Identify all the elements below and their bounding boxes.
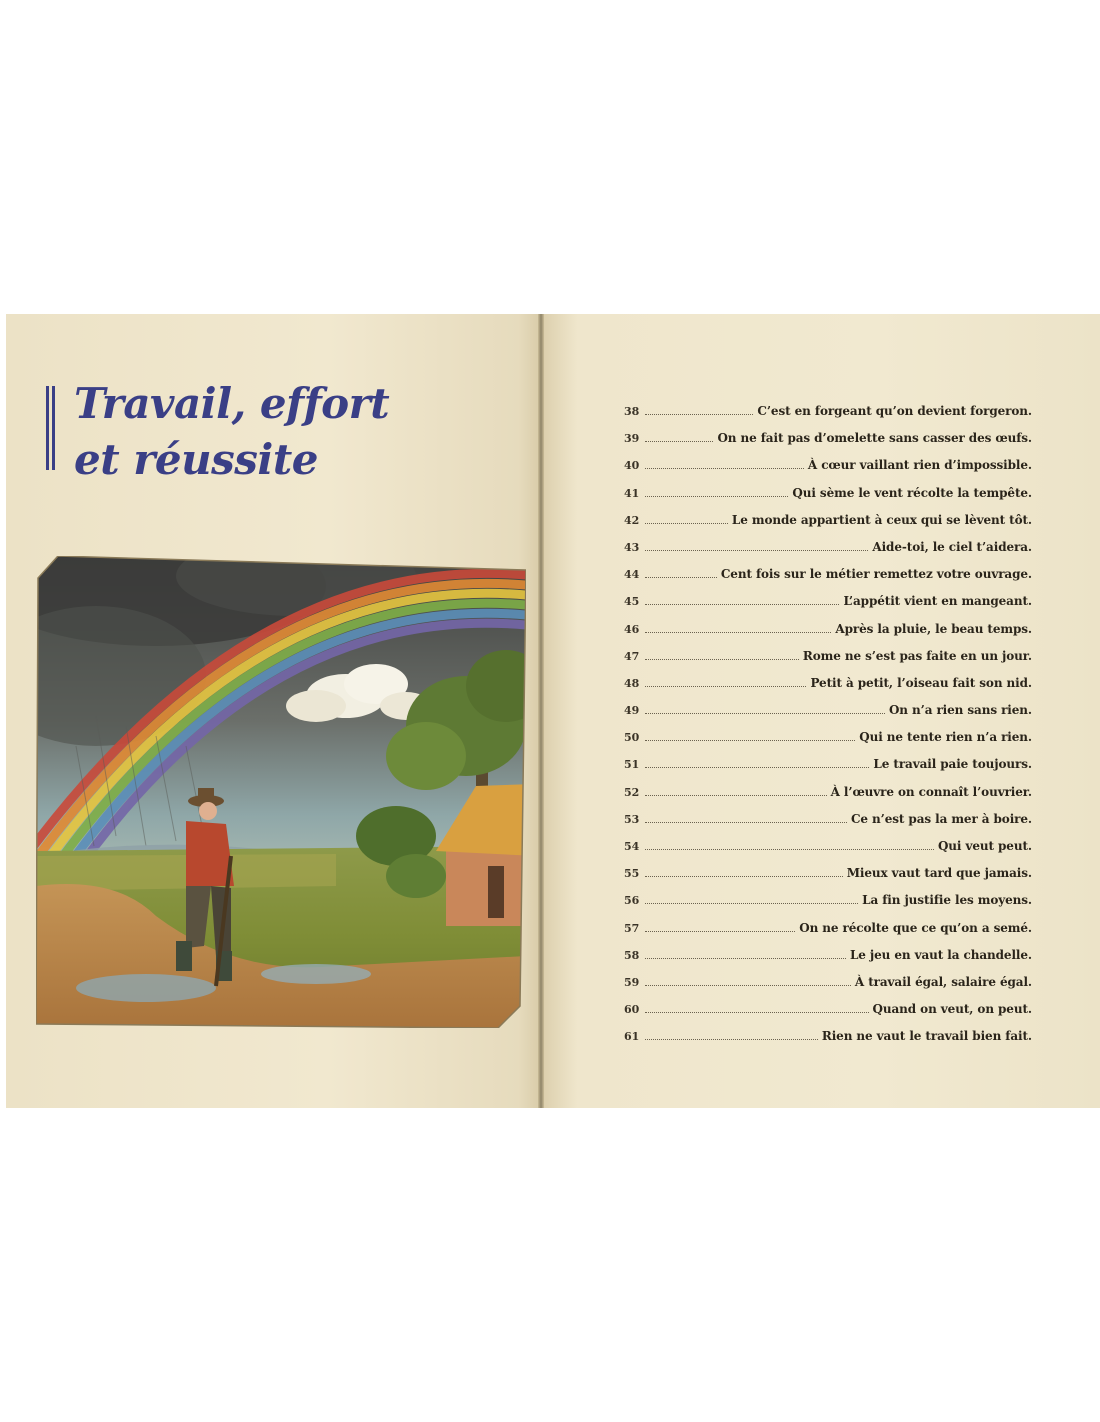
dot-leader: [645, 868, 843, 877]
proverb-text: Après la pluie, le beau temps.: [835, 621, 1032, 636]
dot-leader: [645, 515, 728, 524]
proverb-item: [624, 486, 1032, 513]
title-accent-bar: [46, 386, 49, 470]
proverb-item: [624, 567, 1032, 594]
proverb-number: 43: [624, 540, 640, 554]
dot-leader: [645, 624, 831, 633]
dot-leader: [645, 1004, 869, 1013]
proverb-item: [624, 458, 1032, 485]
proverb-number: 54: [624, 840, 640, 853]
proverb-item: [624, 594, 1032, 621]
proverb-number: 46: [624, 622, 640, 636]
proverb-text: Qui sème le vent récolte la tempête.: [792, 485, 1032, 500]
proverb-item: [624, 975, 1032, 1002]
proverb-item: [624, 893, 1032, 920]
proverb-text: Petit à petit, l’oiseau fait son nid.: [810, 675, 1032, 690]
chapter-title-line-2: et réussite: [74, 435, 318, 484]
proverb-text: On n’a rien sans rien.: [888, 703, 1032, 718]
left-page: [6, 314, 540, 1108]
proverb-number: 42: [624, 513, 640, 527]
dot-leader: [645, 787, 827, 796]
proverb-text: Qui veut peut.: [937, 839, 1032, 853]
proverb-number: 45: [624, 595, 640, 609]
proverb-text: Rien ne vaut le travail bien fait.: [821, 1029, 1032, 1044]
proverb-text: On ne récolte que ce qu’on a semé.: [799, 920, 1032, 935]
dot-leader: [645, 433, 713, 442]
proverb-item: [624, 948, 1032, 975]
proverb-number: 61: [624, 1030, 640, 1044]
dot-leader: [645, 841, 934, 850]
dot-leader: [645, 460, 804, 469]
proverb-number: 57: [624, 921, 640, 935]
proverb-item: [624, 1029, 1032, 1056]
chapter-title-line-1: Travail, effort: [74, 379, 390, 428]
proverb-text: La fin justifie les moyens.: [862, 893, 1032, 908]
dot-leader: [645, 977, 851, 986]
chapter-title: [74, 376, 389, 488]
dot-leader: [645, 732, 855, 741]
light-glare: [285, 272, 313, 300]
proverb-item: [624, 757, 1032, 784]
proverb-text: Mieux vaut tard que jamais.: [846, 866, 1032, 881]
proverb-item: [624, 540, 1032, 567]
proverb-item: [624, 866, 1032, 893]
proverb-text: Le travail paie toujours.: [873, 757, 1032, 772]
proverb-number: 58: [624, 948, 640, 962]
dot-leader: [645, 542, 868, 551]
proverb-number: 39: [624, 432, 640, 446]
proverb-item: [624, 513, 1032, 540]
proverb-item: [624, 1002, 1032, 1029]
proverb-text: Qui ne tente rien n’a rien.: [859, 730, 1032, 745]
proverb-text: À l’œuvre on connaît l’ouvrier.: [830, 784, 1032, 799]
dot-leader: [645, 923, 795, 932]
proverb-item: [624, 649, 1032, 676]
proverb-item: [624, 839, 1032, 866]
proverb-item: [624, 785, 1032, 812]
dot-leader: [645, 759, 869, 768]
proverb-item: [624, 703, 1032, 730]
dot-leader: [645, 406, 753, 415]
proverb-number: 60: [624, 1003, 640, 1017]
proverb-text: C’est en forgeant qu’on devient forgeron.: [757, 404, 1032, 418]
proverb-item: [624, 730, 1032, 757]
proverb-text: Cent fois sur le métier remettez votre ouvrage.: [720, 567, 1032, 582]
proverb-number: 48: [624, 676, 640, 690]
proverb-number: 51: [624, 758, 640, 772]
proverb-number: 52: [624, 785, 640, 799]
proverb-number: 56: [624, 894, 640, 908]
proverb-number: 38: [624, 405, 640, 418]
proverb-item: [624, 431, 1032, 458]
dot-leader: [645, 651, 799, 660]
proverb-text: L’appétit vient en mangeant.: [843, 594, 1032, 609]
proverb-item: [624, 404, 1032, 431]
proverb-text: À travail égal, salaire égal.: [854, 974, 1032, 989]
dot-leader: [645, 705, 885, 714]
dot-leader: [645, 596, 839, 605]
proverb-text: Rome ne s’est pas faite en un jour.: [802, 648, 1032, 663]
dot-leader: [645, 950, 846, 959]
proverb-number: 53: [624, 812, 640, 826]
dot-leader: [645, 488, 788, 497]
proverb-text: Le jeu en vaut la chandelle.: [849, 947, 1032, 962]
proverb-list: [624, 404, 1032, 1057]
proverb-text: Le monde appartient à ceux qui se lèvent tôt.: [731, 512, 1032, 527]
proverb-number: 44: [624, 568, 640, 582]
proverb-text: À cœur vaillant rien d’impossible.: [807, 458, 1032, 473]
dot-leader: [645, 569, 717, 578]
proverb-text: Ce n’est pas la mer à boire.: [850, 811, 1032, 826]
dot-leader: [645, 1031, 818, 1040]
proverb-number: 59: [624, 975, 640, 989]
dot-leader: [645, 678, 806, 687]
proverb-number: 50: [624, 731, 640, 745]
proverb-number: 55: [624, 867, 640, 881]
proverb-item: [624, 921, 1032, 948]
dot-leader: [645, 814, 847, 823]
proverb-item: [624, 812, 1032, 839]
proverb-item: [624, 622, 1032, 649]
proverb-item: [624, 676, 1032, 703]
proverb-text: On ne fait pas d’omelette sans casser des œufs.: [717, 431, 1032, 446]
proverb-number: 47: [624, 649, 640, 663]
proverb-text: Quand on veut, on peut.: [872, 1002, 1032, 1017]
proverb-number: 41: [624, 486, 640, 500]
dot-leader: [645, 895, 858, 904]
proverb-text: Aide-toi, le ciel t’aidera.: [872, 539, 1032, 554]
proverb-number: 49: [624, 704, 640, 718]
title-accent-bar: [52, 386, 55, 470]
rainbow-illustration: [36, 556, 526, 1028]
proverb-number: 40: [624, 459, 640, 473]
